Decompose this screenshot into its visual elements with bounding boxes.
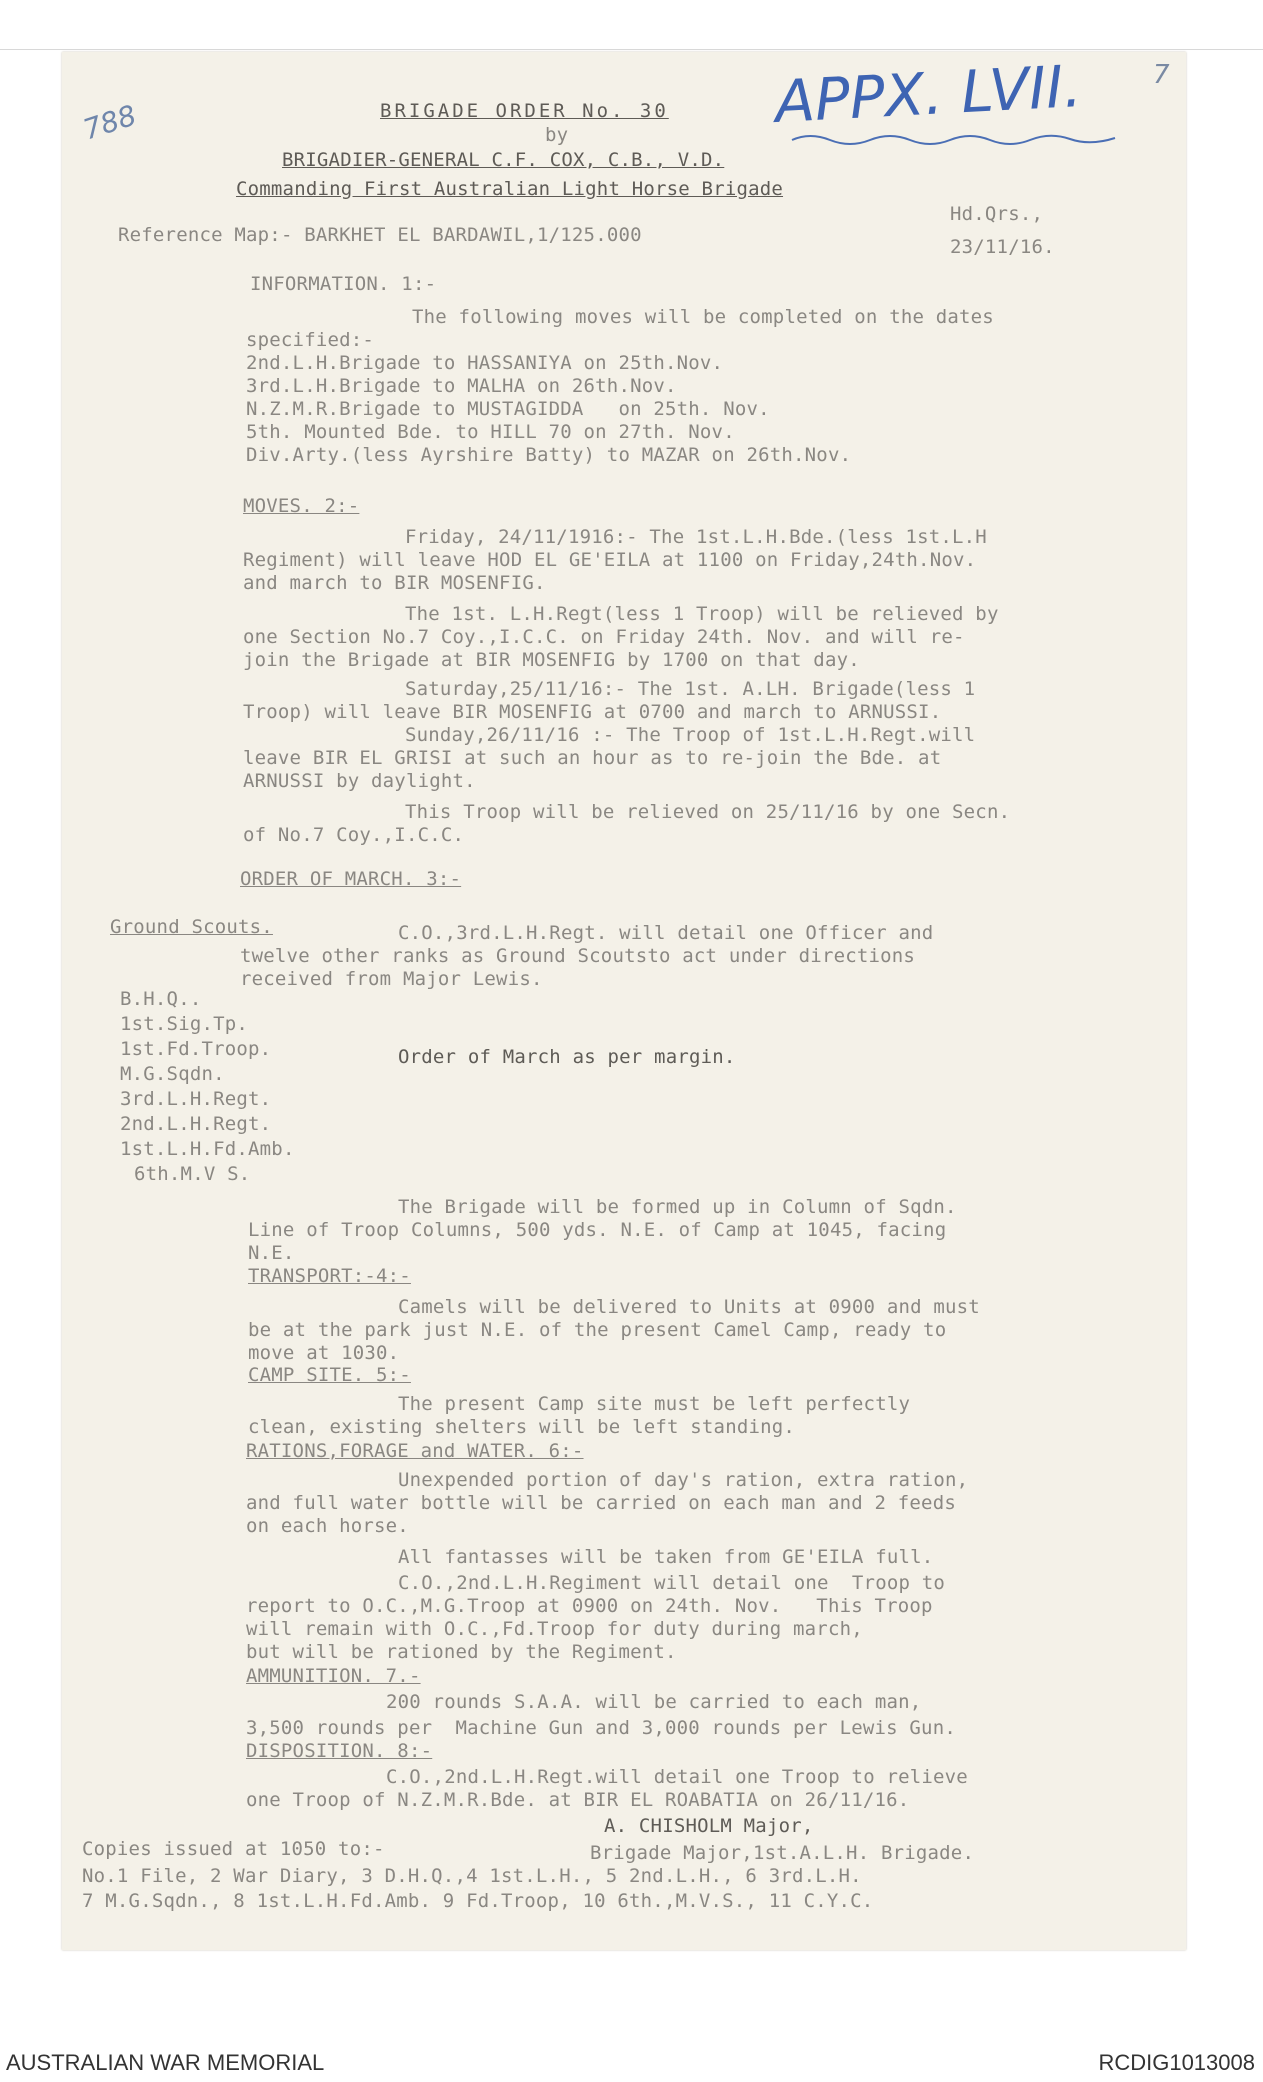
ground-scouts-line: twelve other ranks as Ground Scoutsto act under directions [240,945,916,967]
moves-line: Regiment) will leave HOD EL GE'EILA at 1100 on Friday,24th.Nov. [243,549,977,571]
distribution-line: No.1 File, 2 War Diary, 3 D.H.Q.,4 1st.L.H., 5 2nd.L.H., 6 3rd.L.H. [82,1865,862,1887]
by-line: by [545,124,569,146]
command-line: Commanding First Australian Light Horse Brigade [236,178,784,200]
archive-number: 788 [79,98,141,147]
corner-mark: 7 [1153,60,1170,90]
moves-line: ARNUSSI by daylight. [243,770,476,792]
moves-line: join the Brigade at BIR MOSENFIG by 1700 on that day. [243,649,860,671]
camp-line: clean, existing shelters will be left standing. [248,1416,796,1438]
rations-heading: RATIONS,FORAGE and WATER. 6:- [246,1440,584,1462]
ground-scouts-line: received from Major Lewis. [240,968,543,990]
info-line: Div.Arty.(less Ayrshire Batty) to MAZAR on 26th.Nov. [246,444,852,466]
camp-line: The present Camp site must be left perfectly [398,1393,911,1415]
document-page [62,52,1186,1950]
ground-scouts-line: C.O.,3rd.L.H.Regt. will detail one Officer and [398,922,934,944]
info-line: 5th. Mounted Bde. to HILL 70 on 27th. Nov. [246,421,735,443]
margin-unit: 1st.L.H.Fd.Amb. [120,1138,295,1160]
moves-line: one Section No.7 Coy.,I.C.C. on Friday 24th. Nov. and will re- [243,626,965,648]
brigade-major: Brigade Major,1st.A.L.H. Brigade. [590,1842,975,1864]
rations-line: C.O.,2nd.L.H.Regiment will detail one Troop to [398,1572,946,1594]
margin-unit: M.G.Sqdn. [120,1063,225,1085]
formation-line: The Brigade will be formed up in Column of Sqdn. [398,1196,957,1218]
rations-line: but will be rationed by the Regiment. [246,1641,677,1663]
moves-line: and march to BIR MOSENFIG. [243,572,546,594]
transport-heading: TRANSPORT:-4:- [248,1265,411,1287]
information-heading: INFORMATION. 1:- [250,273,437,295]
moves-line: leave BIR EL GRISI at such an hour as to re-join the Bde. at [243,747,942,769]
ammunition-heading: AMMUNITION. 7.- [246,1665,421,1687]
distribution-line: 7 M.G.Sqdn., 8 1st.L.H.Fd.Amb. 9 Fd.Troop, 10 6th.,M.V.S., 11 C.Y.C. [82,1890,874,1912]
margin-unit: 3rd.L.H.Regt. [120,1088,272,1110]
appendix-annotation: APPX. LVII. [773,52,1084,136]
moves-line: Troop) will leave BIR MOSENFIG at 0700 and march to ARNUSSI. [243,701,942,723]
margin-unit: 2nd.L.H.Regt. [120,1113,272,1135]
footer-image-id: RCDIG1013008 [1098,2050,1255,2075]
moves-line: Friday, 24/11/1916:- The 1st.L.H.Bde.(less 1st.L.H [405,526,987,548]
ammunition-line: 200 rounds S.A.A. will be carried to each man, [386,1691,922,1713]
moves-line: of No.7 Coy.,I.C.C. [243,824,465,846]
moves-line: The 1st. L.H.Regt(less 1 Troop) will be relieved by [405,603,999,625]
ammunition-line: 3,500 rounds per Machine Gun and 3,000 rounds per Lewis Gun. [246,1717,956,1739]
camp-site-heading: CAMP SITE. 5:- [248,1364,411,1386]
order-title: BRIGADE ORDER No. 30 [380,100,669,122]
ground-scouts-heading: Ground Scouts. [110,916,273,938]
rations-line: Unexpended portion of day's ration, extra ration, [398,1469,969,1491]
info-line: The following moves will be completed on the dates [412,306,994,328]
disposition-line: one Troop of N.Z.M.R.Bde. at BIR EL ROABATIA on 26/11/16. [246,1789,910,1811]
rations-line: will remain with O.C.,Fd.Troop for duty during march, [246,1618,863,1640]
margin-unit: 6th.M.V S. [134,1163,251,1185]
reference-map: Reference Map:- BARKHET EL BARDAWIL,1/125.000 [118,224,642,246]
moves-line: Sunday,26/11/16 :- The Troop of 1st.L.H.Regt.will [405,724,976,746]
info-line: 3rd.L.H.Brigade to MALHA on 26th.Nov. [246,375,677,397]
moves-line: Saturday,25/11/16:- The 1st. A.LH. Brigade(less 1 [405,678,976,700]
formation-line: N.E. [248,1242,295,1264]
hq-label: Hd.Qrs., [950,203,1044,225]
signature: A. CHISHOLM Major, [604,1815,814,1837]
info-line: specified:- [246,329,375,351]
margin-unit: 1st.Fd.Troop. [120,1038,272,1060]
formation-line: Line of Troop Columns, 500 yds. N.E. of Camp at 1045, facing [248,1219,947,1241]
rations-line: report to O.C.,M.G.Troop at 0900 on 24th. Nov. This Troop [246,1595,933,1617]
moves-line: This Troop will be relieved on 25/11/16 by one Secn. [405,801,1011,823]
rations-line: and full water bottle will be carried on each man and 2 feeds [246,1492,956,1514]
top-border-line [0,49,1263,50]
moves-heading: MOVES. 2:- [243,495,360,517]
rations-line: All fantasses will be taken from GE'EILA full. [398,1546,934,1568]
order-of-march-text: Order of March as per margin. [398,1046,736,1068]
transport-line: move at 1030. [248,1342,400,1364]
info-line: 2nd.L.H.Brigade to HASSANIYA on 25th.Nov. [246,352,724,374]
disposition-line: C.O.,2nd.L.H.Regt.will detail one Troop to relieve [386,1766,968,1788]
transport-line: Camels will be delivered to Units at 0900 and must [398,1296,980,1318]
order-date: 23/11/16. [950,236,1055,258]
disposition-heading: DISPOSITION. 8:- [246,1740,433,1762]
copies-heading: Copies issued at 1050 to:- [82,1838,385,1860]
issuer-line: BRIGADIER-GENERAL C.F. COX, C.B., V.D. [282,149,725,171]
rations-line: on each horse. [246,1515,409,1537]
margin-unit: B.H.Q.. [120,988,202,1010]
order-of-march-heading: ORDER OF MARCH. 3:- [240,868,462,890]
margin-unit: 1st.Sig.Tp. [120,1013,249,1035]
appendix-underline [790,130,1120,150]
footer-archive-name: AUSTRALIAN WAR MEMORIAL [6,2050,325,2075]
info-line: N.Z.M.R.Brigade to MUSTAGIDDA on 25th. Nov. [246,398,770,420]
transport-line: be at the park just N.E. of the present Camel Camp, ready to [248,1319,947,1341]
